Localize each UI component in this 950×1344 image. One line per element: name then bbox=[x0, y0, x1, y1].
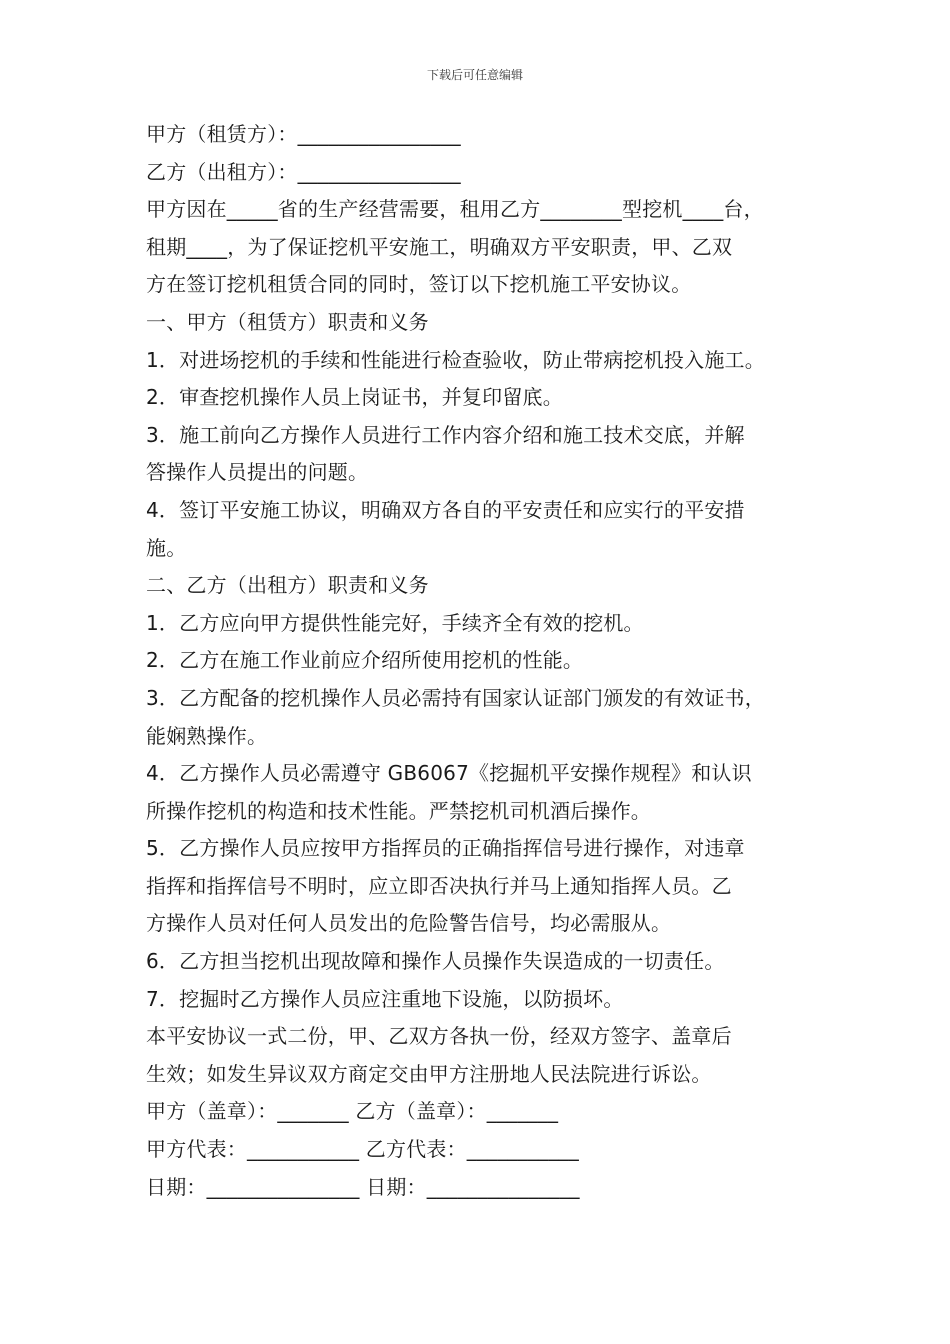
closing-line: 生效；如发生异议双方商定交由甲方注册地人民法院进行诉讼。 bbox=[146, 1061, 712, 1086]
clause-line: 3．施工前向乙方操作人员进行工作内容介绍和施工技术交底，并解 bbox=[146, 422, 745, 447]
clause-line: 所操作挖机的构造和技术性能。严禁挖机司机酒后操作。 bbox=[146, 798, 651, 823]
party-b-line: 乙方（出租方）：________________ bbox=[146, 159, 461, 184]
clause-line: 7．挖掘时乙方操作人员应注重地下设施，以防损坏。 bbox=[146, 986, 624, 1011]
party-a-line: 甲方（租赁方）：________________ bbox=[146, 122, 461, 146]
clause-line: 6．乙方担当挖机出现故障和操作人员操作失误造成的一切责任。 bbox=[146, 949, 725, 974]
clause-line: 5．乙方操作人员应按甲方指挥员的正确指挥信号进行操作，对违章 bbox=[146, 836, 745, 861]
clause-line: 方操作人员对任何人员发出的危险警告信号，均必需服从。 bbox=[146, 911, 672, 936]
date-line: 日期：_______________ 日期：_______________ bbox=[146, 1174, 580, 1199]
clause-line: 施。 bbox=[146, 535, 187, 560]
clause-line: 2．乙方在施工作业前应介绍所使用挖机的性能。 bbox=[146, 648, 584, 673]
clause-line: 能娴熟操作。 bbox=[146, 723, 268, 748]
intro-line: 方在签订挖机租赁合同的同时，签订以下挖机施工平安协议。 bbox=[146, 272, 692, 297]
closing-line: 本平安协议一式二份，甲、乙双方各执一份，经双方签字、盖章后 bbox=[146, 1024, 732, 1049]
clause-line: 答操作人员提出的问题。 bbox=[146, 460, 369, 485]
intro-line: 租期____，为了保证挖机平安施工，明确双方平安职责，甲、乙双 bbox=[146, 234, 733, 259]
clause-line: 1．对进场挖机的手续和性能进行检查验收，防止带病挖机投入施工。 bbox=[146, 347, 765, 372]
document-body bbox=[146, 116, 814, 1206]
seal-line: 甲方（盖章）：_______ 乙方（盖章）：_______ bbox=[146, 1099, 559, 1124]
clause-line: 1．乙方应向甲方提供性能完好，手续齐全有效的挖机。 bbox=[146, 610, 644, 635]
clause-line: 3．乙方配备的挖机操作人员必需持有国家认证部门颁发的有效证书， bbox=[146, 685, 765, 710]
clause-line: 4．签订平安施工协议，明确双方各自的平安责任和应实行的平安措 bbox=[146, 497, 745, 522]
page-header: 下载后可任意编辑 bbox=[426, 68, 523, 82]
representative-line: 甲方代表：___________ 乙方代表：___________ bbox=[146, 1137, 579, 1162]
section-heading: 二、乙方（出租方）职责和义务 bbox=[146, 573, 429, 598]
section-heading: 一、甲方（租赁方）职责和义务 bbox=[146, 309, 429, 334]
clause-line: 指挥和指挥信号不明时，应立即否决执行并马上通知指挥人员。乙 bbox=[146, 873, 732, 898]
intro-line: 甲方因在_____省的生产经营需要，租用乙方________型挖机____台， bbox=[146, 197, 764, 222]
clause-line: 2．审查挖机操作人员上岗证书，并复印留底。 bbox=[146, 385, 563, 410]
clause-line: 4．乙方操作人员必需遵守 GB6067《挖掘机平安操作规程》和认识 bbox=[146, 761, 752, 786]
